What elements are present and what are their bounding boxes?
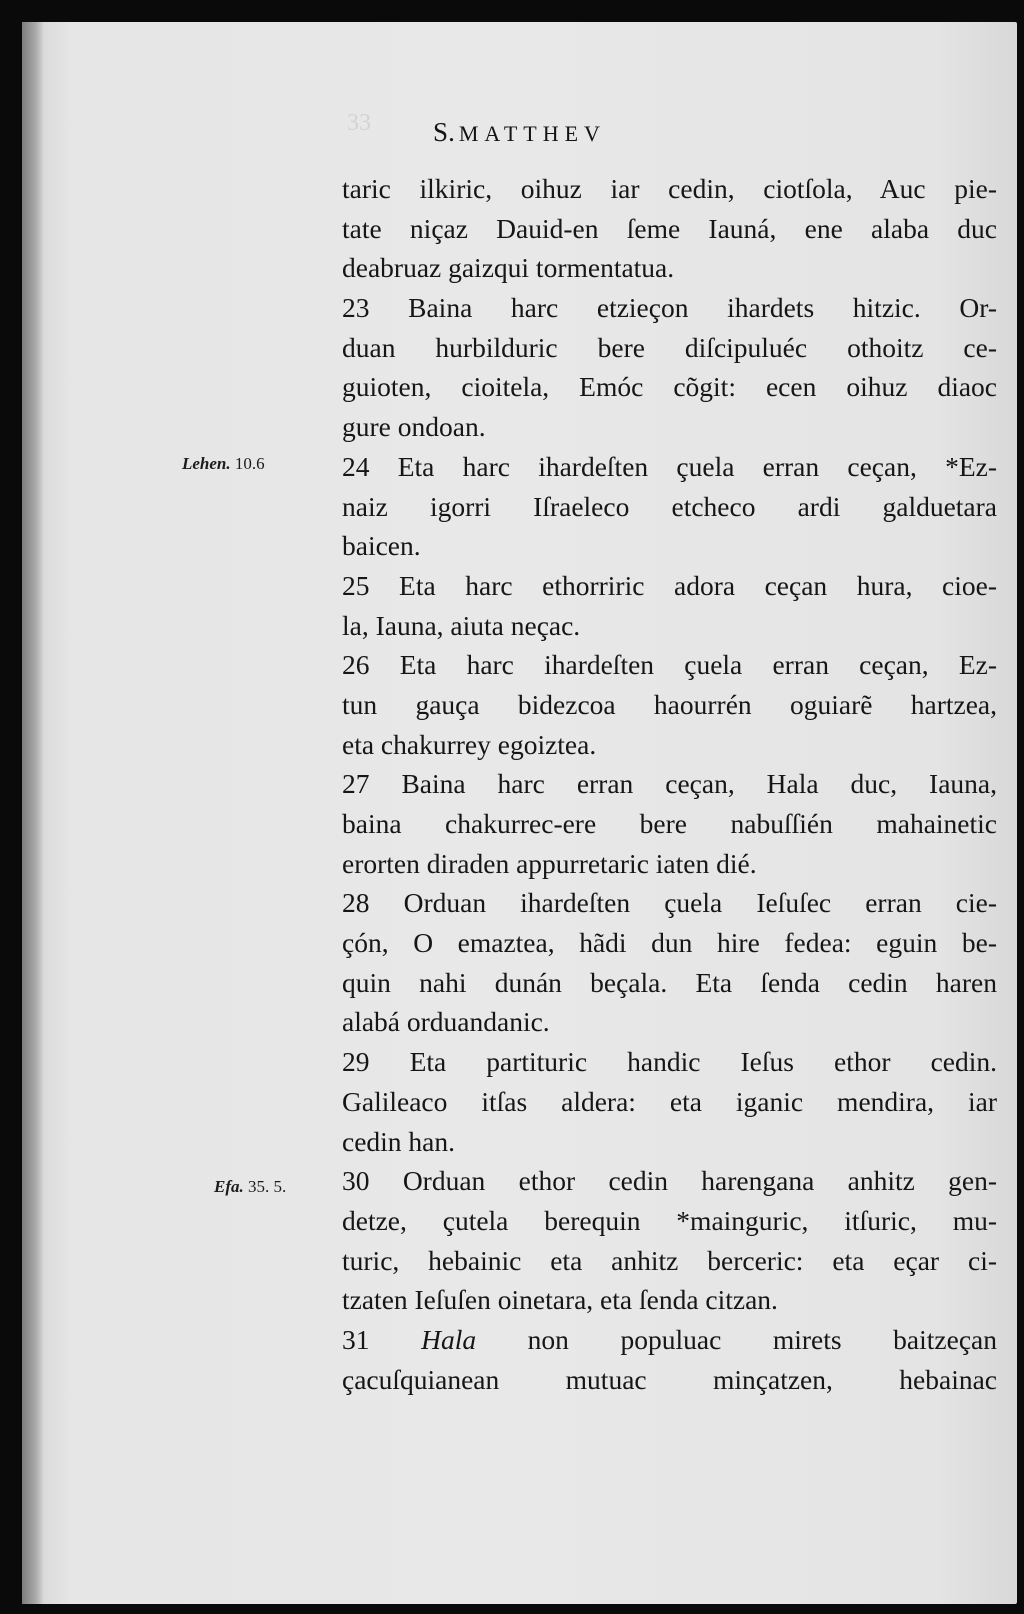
- text-line: tate niçaz Dauid-en ſeme Iauná, ene alaba duc: [342, 212, 997, 244]
- text-line: çón, O emaztea, hãdi dun hire fedea: eguin be-: [342, 927, 997, 959]
- margin-ref-verse: 35. 5.: [248, 1177, 287, 1196]
- text-line: turic, hebainic eta anhitz berceric: eta eçar ci-: [342, 1244, 997, 1276]
- text-line: naiz igorri Iſraeleco etcheco ardi galduetara: [342, 490, 997, 522]
- verse-23-start: 23 Baina harc etzieçon ihardets hitzic. Or-: [342, 292, 997, 324]
- margin-ref-book: Lehen.: [182, 454, 231, 473]
- text-line: çacuſquianean mutuac minçatzen, hebainac: [342, 1363, 997, 1395]
- italic-word: Hala: [421, 1323, 477, 1355]
- verse-31-start: 31 Hala non populuac mirets baitzeçan: [342, 1323, 997, 1355]
- bleed-through-mark: 33: [347, 110, 371, 136]
- running-head: [22, 117, 1017, 148]
- binding-gutter: [22, 22, 44, 1604]
- text-line: taric ilkiric, oihuz iar cedin, ciotſola, Auc pie-: [342, 173, 997, 204]
- verse-28-start: 28 Orduan ihardeſten çuela Ieſuſec erran cie-: [342, 887, 997, 919]
- running-head-prefix: S.: [433, 117, 455, 147]
- verse-24-start: 24 Eta harc ihardeſten çuela erran ceçan, *Ez-: [342, 450, 997, 482]
- text-line: erorten diraden appurretaric iaten dié.: [342, 847, 757, 879]
- text-line: tun gauça bidezcoa haourrén oguiarẽ hartzea,: [342, 688, 997, 720]
- verse-27-start: 27 Baina harc erran ceçan, Hala duc, Iauna,: [342, 768, 997, 800]
- text-line: tzaten Ieſuſen oinetara, eta ſenda citzan.: [342, 1284, 778, 1316]
- text-line: baicen.: [342, 530, 421, 562]
- text-line: baina chakurrec-ere bere nabuſſién mahainetic: [342, 808, 997, 839]
- margin-ref-verse: 10.6: [234, 454, 265, 473]
- text-line: cedin han.: [342, 1125, 456, 1157]
- text-line: gure ondoan.: [342, 411, 486, 443]
- margin-reference-efa: [214, 1177, 286, 1197]
- text-line: deabruaz gaizqui tormentatua.: [342, 252, 675, 284]
- text-line: Galileaco itſas aldera: eta iganic mendira, iar: [342, 1085, 997, 1117]
- verse-30-start: 30 Orduan ethor cedin harengana anhitz gen-: [342, 1165, 997, 1197]
- margin-reference-lehen: [182, 454, 265, 474]
- text-line: eta chakurrey egoiztea.: [342, 728, 597, 760]
- book-page: [22, 22, 1017, 1604]
- verse-25-start: 25 Eta harc ethorriric adora ceçan hura, cioe-: [342, 569, 997, 601]
- running-head-title: MATTHEV: [458, 121, 606, 146]
- text-line: la, Iauna, aiuta neçac.: [342, 609, 581, 641]
- text-line: guioten, cioitela, Emóc cõgit: ecen oihuz diaoc: [342, 371, 997, 403]
- text-line: alabá orduandanic.: [342, 1006, 550, 1038]
- text-line: duan hurbilduric bere diſcipuluéc othoitz ce-: [342, 331, 997, 363]
- margin-ref-book: Efa.: [214, 1177, 244, 1196]
- body-text: [342, 169, 997, 1399]
- text-line: quin nahi dunán beçala. Eta ſenda cedin haren: [342, 966, 997, 998]
- verse-29-start: 29 Eta partituric handic Ieſus ethor cedin.: [342, 1046, 997, 1078]
- verse-26-start: 26 Eta harc ihardeſten çuela erran ceçan, Ez-: [342, 649, 997, 681]
- text-line: detze, çutela berequin *mainguric, itſuric, mu-: [342, 1204, 997, 1236]
